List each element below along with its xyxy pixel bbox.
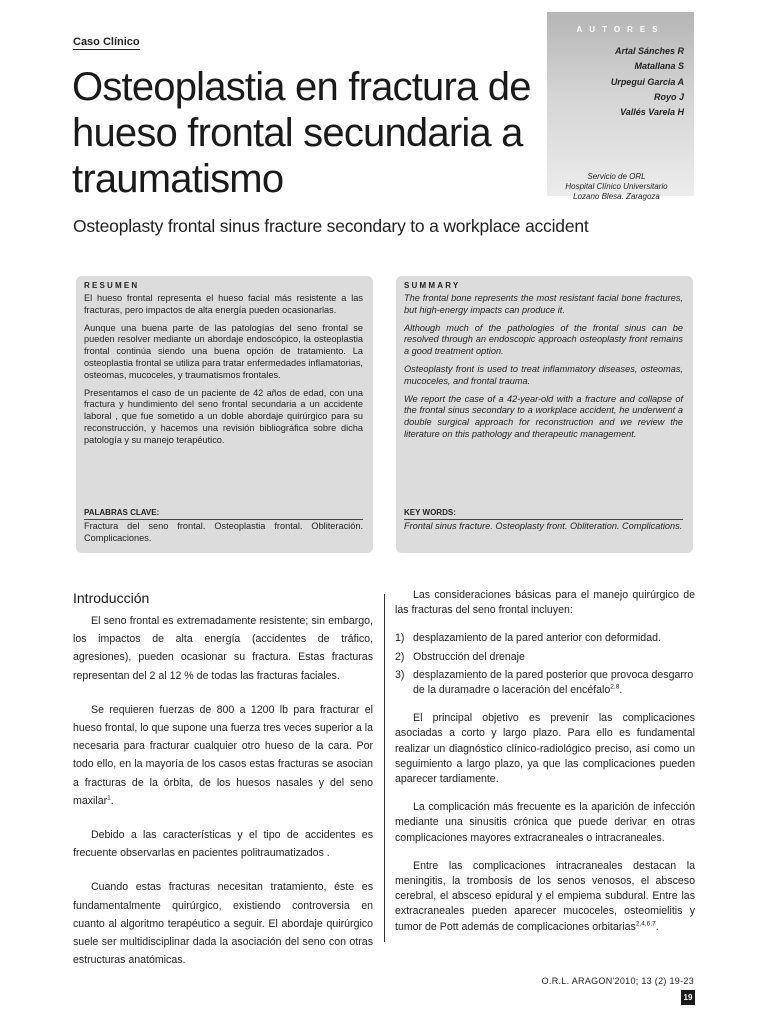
summary-paragraph: Osteoplasty front is used to treat inflammatory diseases, osteomas, mucoceles, and frontal trauma.: [404, 363, 683, 386]
list-number: 1): [395, 632, 405, 645]
palabras-clave-heading: PALABRAS CLAVE:: [84, 508, 363, 520]
citation-ref: 2,8: [610, 683, 620, 691]
key-words: Frontal sinus fracture. Osteoplasty front. Obliteration. Complications.: [404, 521, 683, 531]
authors-list: [611, 44, 684, 120]
body-paragraph: [395, 859, 695, 935]
page-number: 19: [681, 990, 695, 1005]
resumen-paragraph: El hueso frontal representa el hueso facial más resistente a las fracturas, pero impactos de alta energía pueden ocasionarlas.: [84, 293, 363, 315]
section-heading-introduccion: Introducción: [73, 590, 150, 606]
body-paragraph: El principal objetivo es prevenir las complicaciones asociadas a corto y largo plazo. Para ello es fundamental realizar un diagnóstico clínico-radiológico preciso, así como un seguimiento a largo plazo, ya que las complicaciones pueden aparecer tardiamente.: [395, 712, 695, 786]
resumen-paragraph: Aunque una buena parte de las patologías del seno frontal se pueden resolver mediante un abordaje endoscópico, la osteoplastia frontal continúa siendo una buena opción de tratamiento. La osteoplastia frontal se utiliza para tratar enfermedades inflamatorias, osteomas, mucoceles, y traumatismos frontales.: [84, 322, 363, 380]
author-name: Artal Sánches R: [614, 46, 684, 56]
paragraph-text: Se requieren fuerzas de 800 a 1200 lb para fracturar el hueso frontal, lo que supone una fuerza tres veces superior a la necesaria para fracturar cualquier otro hueso de la cara. Por todo ello, en la mayoría de los casos estas fracturas se asocian a fracturas de la órbita, de los huesos nasales y del seno maxilar: [73, 703, 373, 807]
body-paragraph: Las consideraciones básicas para el manejo quirúrgico de las fracturas del seno frontal incluyen:: [395, 589, 695, 617]
summary-paragraph: We report the case of a 42-year-old with a fracture and collapse of the frontal sinus secondary to a workplace accident, he underwent a double surgical approach for reconstruction and we review the literature on this pathology and therapeutic management.: [404, 393, 683, 439]
authors-panel: [547, 12, 694, 201]
article-subtitle: Osteoplasty frontal sinus fracture secondary to a workplace accident: [73, 216, 589, 236]
author-name: Royo J: [653, 91, 684, 102]
resumen-box: [76, 276, 373, 553]
body-paragraph: Debido a las características y el tipo de accidentes es frecuente observarlas en pacientes politraumatizados .: [73, 829, 373, 860]
affiliation-line: Servicio de ORL: [587, 172, 646, 181]
list-text: desplazamiento de la pared anterior con deformidad.: [413, 632, 661, 645]
body-paragraph: La complicación más frecuente es la aparición de infección mediante una sinusitis crónica que puede derivar en otras complicaciones mayores extracraneales o intracraneales.: [395, 801, 695, 844]
resumen-paragraph: Presentamos el caso de un paciente de 42 años de edad, con una fractura y hundimiento del seno frontal secundaria a un accidente laboral , que fue sometido a un doble abordaje quirúrgico para su reconstrucción, y hacemos una revisión bibliográfica sobre dicha patología y su manejo terapéutico.: [84, 387, 363, 445]
list-number: 3): [395, 668, 405, 681]
summary-paragraph: Although much of the pathologies of the frontal sinus can be resolved through an endoscopic approach osteoplasty front remains a good treatment option.: [404, 322, 683, 357]
considerations-list: [395, 631, 695, 698]
affiliation-line: Lozano Blesa. Zaragoza: [573, 192, 660, 201]
list-item: [395, 650, 695, 665]
paragraph-end: .: [655, 920, 659, 933]
article-title: Osteoplastia en fractura de hueso frontal secundaria a traumatismo: [72, 65, 531, 201]
paragraph-end: .: [110, 794, 114, 807]
palabras-clave: Fractura del seno frontal. Osteoplastia frontal. Obliteración. Complicaciones.: [84, 521, 363, 543]
summary-heading: SUMMARY: [404, 281, 461, 290]
citation-ref: 1: [107, 794, 111, 802]
summary-paragraph: The frontal bone represents the most resistant facial bone fractures, but high-energy impacts can produce it.: [404, 293, 683, 315]
section-label: Caso Clínico: [73, 36, 140, 48]
body-paragraph: [73, 701, 373, 810]
key-words-heading: KEY WORDS:: [404, 508, 683, 520]
list-end: .: [619, 684, 623, 697]
author-name: Matallana S: [634, 61, 684, 72]
list-text: desplazamiento de la pared posterior que provoca desgarro de la duramadre o laceración del encéfalo: [413, 668, 694, 697]
citation-ref: 2,4,6,7: [635, 920, 656, 928]
list-item: [395, 631, 695, 646]
resumen-body: [84, 293, 363, 453]
body-paragraph: El seno frontal es extremadamente resistente; sin embargo, los impactos de alta energía (accidentes de tráfico, agresiones), pueden ocasionar su fractura. Estas fracturas representan del 2 al 12 % de todas las fracturas faciales.: [73, 615, 373, 682]
left-column: [73, 588, 373, 985]
authors-heading: AUTORES: [576, 25, 665, 34]
journal-citation: O.R.L. ARAGON'2010; 13 (2) 19-23: [541, 976, 694, 986]
author-affiliation: [549, 172, 684, 202]
paragraph-text: Entre las complicaciones intracraneales destacan la meningitis, la trombosis de los senos venosos, el absceso cerebral, el absceso epidural y el empiema subdural. Entre las extracraneales pueden aparecer mucoceles, osteomielitis y tumor de Pott además de complicaciones orbitarias: [395, 859, 695, 933]
list-text: Obstrucción del drenaje: [413, 650, 525, 663]
affiliation-line: Hospital Clínico Universitario: [565, 182, 668, 191]
right-column: [395, 588, 695, 948]
column-divider: [384, 594, 385, 942]
summary-body: [404, 293, 683, 447]
author-name: Urpegui Garcia A: [610, 76, 684, 87]
body-paragraph: Cuando estas fracturas necesitan tratamiento, éste es fundamentalmente quirúrgico, existiendo controversia en cuanto al algoritmo terapéutico a seguir. El abordaje quirúrgico suele ser multidisciplinar dada la asociación del seno con otras estructuras anatómicas.: [73, 881, 373, 967]
summary-box: [396, 276, 693, 553]
resumen-heading: RESUMEN: [84, 281, 140, 290]
list-item: [395, 668, 695, 698]
author-name: Vallés Varela H: [620, 107, 684, 118]
list-number: 2): [395, 650, 405, 663]
